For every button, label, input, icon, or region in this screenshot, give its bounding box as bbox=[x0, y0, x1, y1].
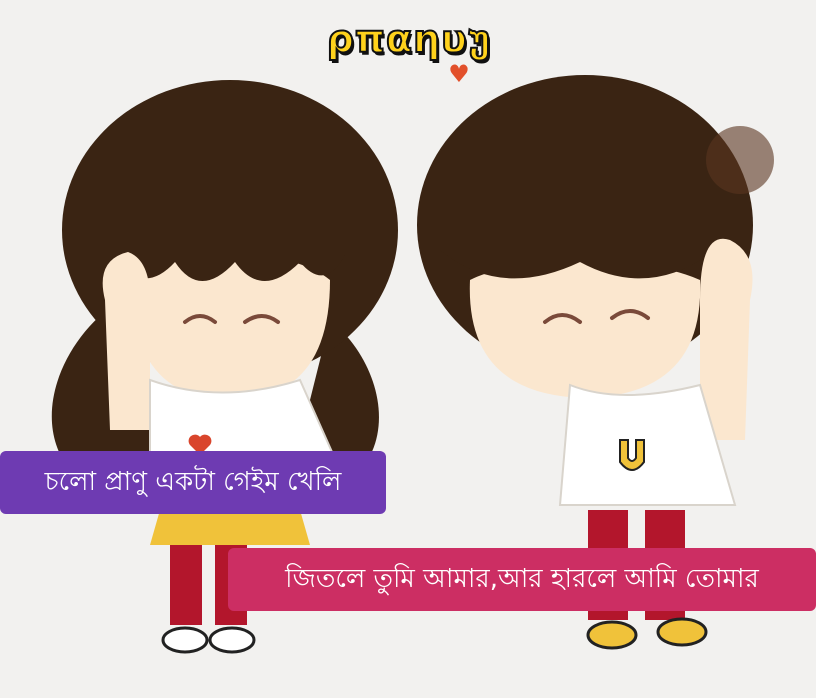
caption-line-2: জিতলে তুমি আমার,আর হারলে আমি তোমার bbox=[228, 548, 816, 611]
heart-icon: ♥ bbox=[448, 60, 470, 88]
logo-title: ρπαηυუ bbox=[326, 17, 492, 61]
caption-line-1: চলো প্রাণু একটা গেইম খেলি bbox=[0, 451, 386, 514]
